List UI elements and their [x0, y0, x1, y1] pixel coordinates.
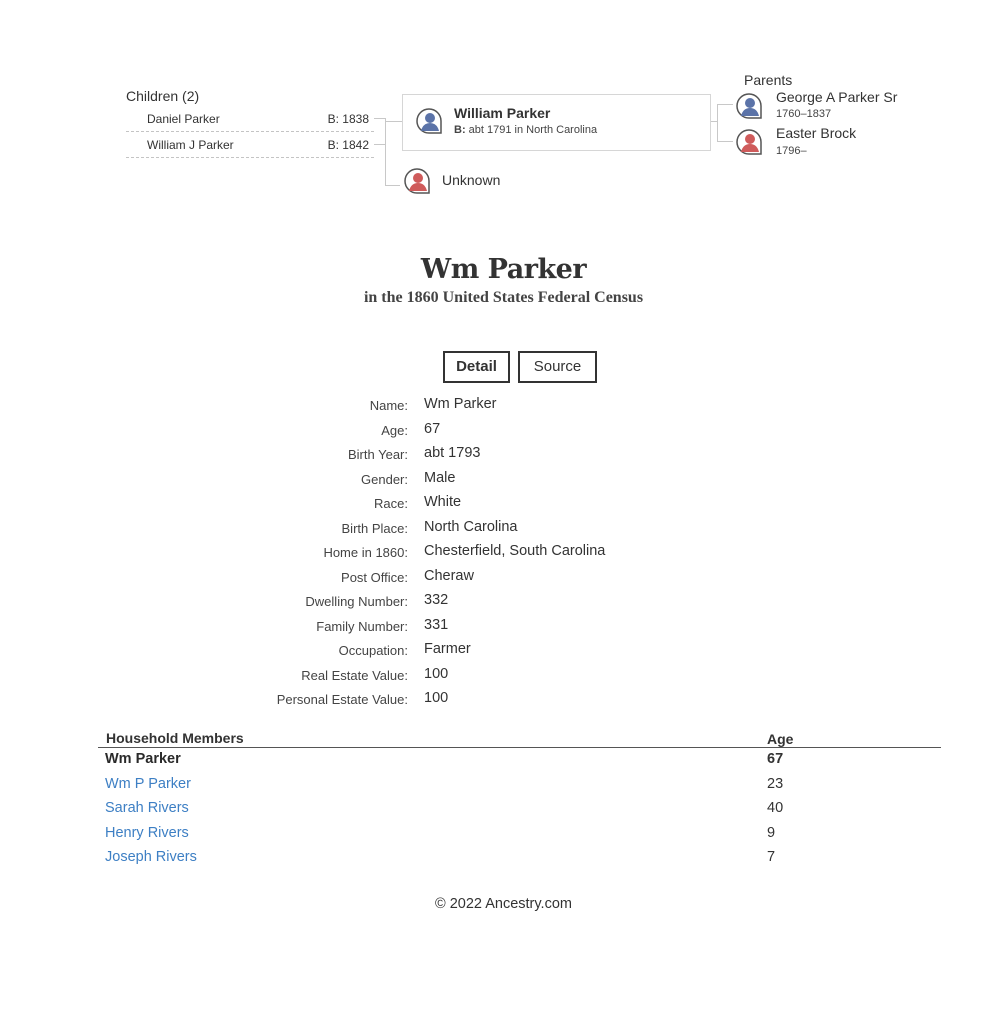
tree-connector [717, 141, 733, 142]
child-birth: B: 1838 [327, 112, 369, 126]
field-value: 67 [424, 421, 441, 437]
focus-person-birth: B: abt 1791 in North Carolina [454, 124, 598, 136]
tree-connector [717, 104, 718, 142]
male-avatar-icon [414, 106, 444, 136]
record-subtitle: in the 1860 United States Federal Census [363, 289, 644, 306]
tab-detail[interactable]: Detail [443, 351, 510, 383]
household-member-age: 23 [767, 776, 784, 792]
household-member-name: Wm Parker [105, 751, 181, 767]
household-member-link[interactable]: Sarah Rivers [105, 800, 189, 816]
household-member-age: 9 [767, 825, 776, 841]
tree-connector [385, 121, 402, 122]
field-value: 100 [424, 690, 449, 706]
field-label: Post Office: [341, 570, 408, 585]
tree-connector [385, 185, 400, 186]
household-member-link[interactable]: Wm P Parker [105, 776, 191, 792]
mother-avatar-icon[interactable] [734, 127, 764, 157]
field-label: Gender: [361, 472, 408, 487]
field-label: Birth Place: [341, 521, 408, 536]
record-title: Wm Parker [420, 254, 587, 285]
child-row-william-j[interactable] [126, 132, 374, 158]
household-divider [98, 747, 941, 748]
tree-connector [717, 104, 733, 105]
field-label: Race: [374, 496, 408, 511]
focus-person-card[interactable] [402, 94, 711, 151]
field-value: abt 1793 [424, 445, 481, 461]
field-value: Wm Parker [424, 396, 497, 412]
field-value: Chesterfield, South Carolina [424, 543, 606, 559]
field-label: Birth Year: [348, 447, 408, 462]
household-member-link[interactable]: Henry Rivers [105, 825, 189, 841]
household-member-age: 40 [767, 800, 784, 816]
field-value: 332 [424, 592, 449, 608]
field-value: 100 [424, 666, 449, 682]
child-name[interactable]: Daniel Parker [147, 112, 220, 126]
tab-source[interactable]: Source [518, 351, 597, 383]
field-label: Dwelling Number: [305, 594, 408, 609]
child-birth: B: 1842 [327, 138, 369, 152]
tree-connector [374, 144, 385, 145]
parents-heading: Parents [744, 72, 793, 88]
field-label: Age: [381, 423, 408, 438]
field-label: Real Estate Value: [301, 668, 408, 683]
field-value: White [424, 494, 462, 510]
field-label: Family Number: [316, 619, 408, 634]
focus-person-name[interactable]: William Parker [454, 105, 551, 121]
mother-name[interactable]: Easter Brock [776, 125, 857, 141]
field-value: North Carolina [424, 519, 518, 535]
children-heading: Children (2) [126, 88, 200, 104]
field-label: Home in 1860: [323, 545, 408, 560]
father-avatar-icon[interactable] [734, 91, 764, 121]
field-value: Cheraw [424, 568, 474, 584]
father-name[interactable]: George A Parker Sr [776, 89, 898, 105]
household-header-name: Household Members [106, 730, 244, 746]
household-member-age: 7 [767, 849, 776, 865]
tree-connector [385, 118, 386, 186]
copyright-footer: © 2022 Ancestry.com [435, 896, 572, 912]
household-member-link[interactable]: Joseph Rivers [105, 849, 197, 865]
household-header-age: Age [767, 731, 794, 747]
field-label: Personal Estate Value: [276, 692, 408, 707]
household-member-age: 67 [767, 751, 784, 767]
spouse-name[interactable]: Unknown [442, 172, 501, 188]
field-value: 331 [424, 617, 449, 633]
field-label: Occupation: [338, 643, 408, 658]
field-label: Name: [369, 398, 408, 413]
father-years: 1760–1837 [776, 108, 832, 120]
tree-connector [374, 118, 385, 119]
female-avatar-icon[interactable] [402, 166, 432, 196]
mother-years: 1796– [776, 145, 807, 157]
field-value: Farmer [424, 641, 471, 657]
child-name[interactable]: William J Parker [147, 138, 234, 152]
field-value: Male [424, 470, 456, 486]
child-row-daniel[interactable] [126, 106, 374, 132]
